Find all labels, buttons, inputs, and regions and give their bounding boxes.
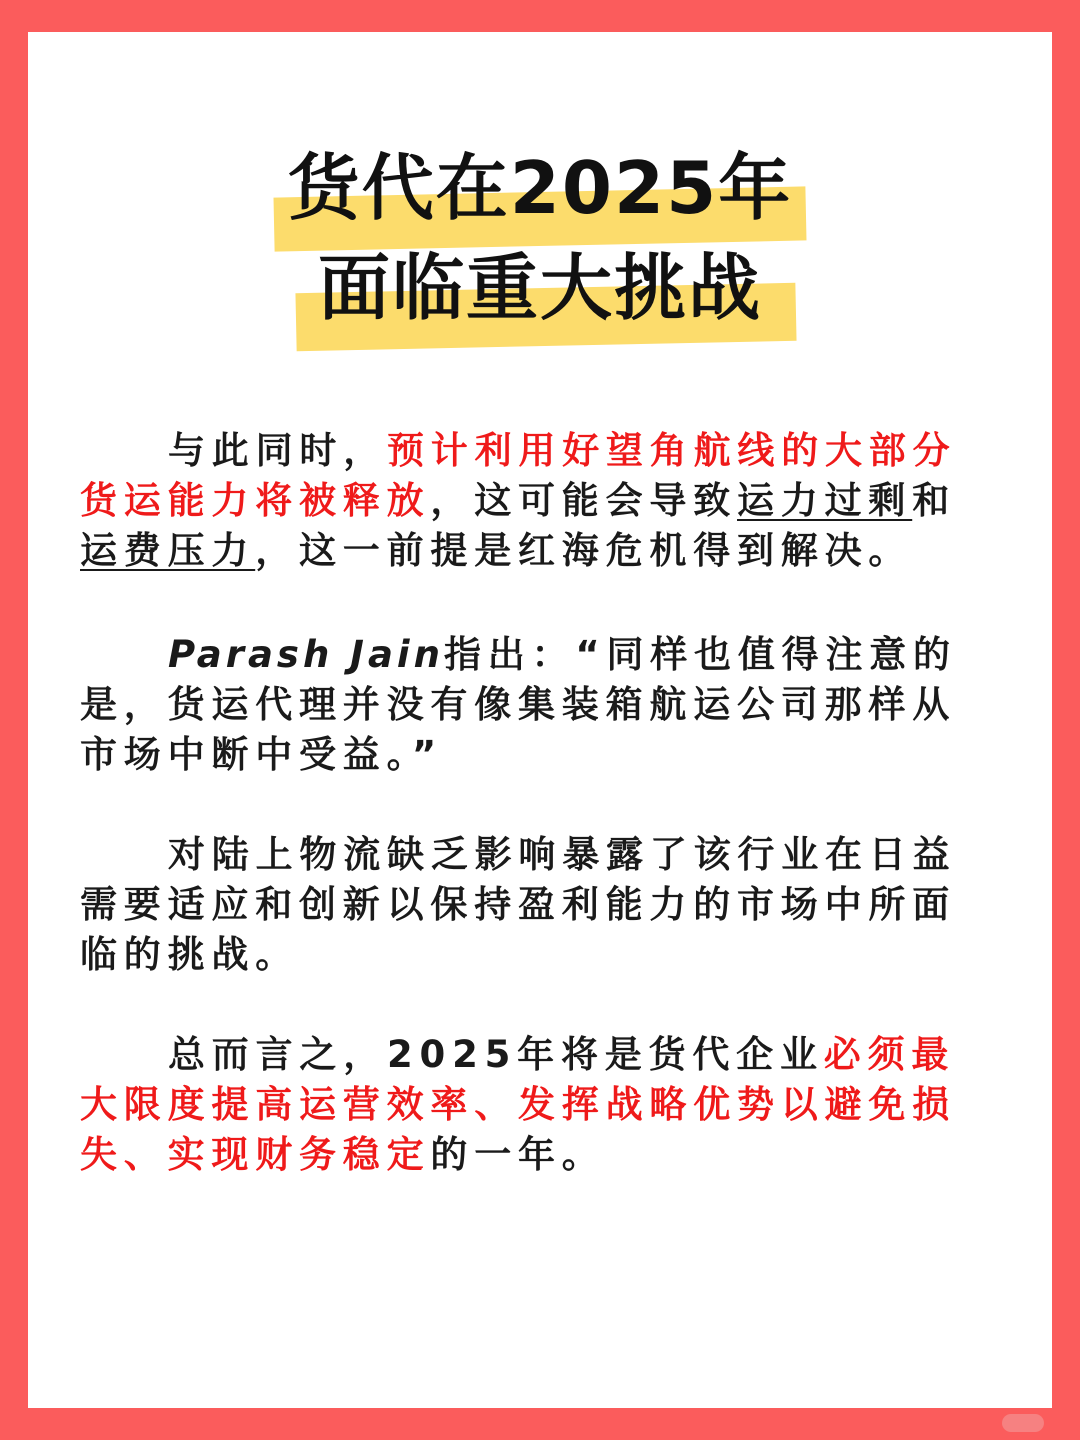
title-block — [28, 140, 1052, 370]
p1-text-3: 和 — [912, 479, 957, 522]
p2-person-name: Parash Jain — [168, 633, 444, 676]
p1-text-2: ，这可能会导致 — [430, 479, 738, 522]
p4-emphasis: 必须最大限度提高运营效率、发挥战略优势以避免损失、实现财务稳定 — [80, 1033, 956, 1176]
p1-emphasis: 预计利用好望角航线的大部分货运能力将被释放 — [80, 429, 957, 522]
paragraph-4 — [80, 1030, 990, 1180]
p4-text-2: 的一年。 — [430, 1133, 606, 1176]
paragraph-3 — [80, 830, 990, 980]
title-line-1: 货代在2025年 — [287, 146, 793, 230]
p3-text: 对陆上物流缺乏影响暴露了该行业在日益需要适应和创新以保持盈利能力的市场中所面临的挑战。 — [80, 833, 957, 976]
p1-text-1: 与此同时， — [168, 429, 387, 472]
title-line-2: 面临重大挑战 — [317, 246, 762, 330]
paragraph-1 — [80, 426, 990, 576]
content-card — [28, 32, 1052, 1408]
p2-quote: 指出：“同样也值得注意的是，货运代理并没有像集装箱航运公司那样从市场中断中受益。” — [80, 633, 957, 776]
p1-underline-2: 运费压力 — [80, 529, 256, 572]
paragraph-2 — [80, 630, 990, 780]
p1-underline-1: 运力过剩 — [737, 479, 913, 522]
p4-text-1: 总而言之，2025年将是货代企业 — [168, 1033, 824, 1076]
watermark-badge — [1002, 1414, 1044, 1432]
p1-text-4: ，这一前提是红海危机得到解决。 — [255, 529, 913, 572]
